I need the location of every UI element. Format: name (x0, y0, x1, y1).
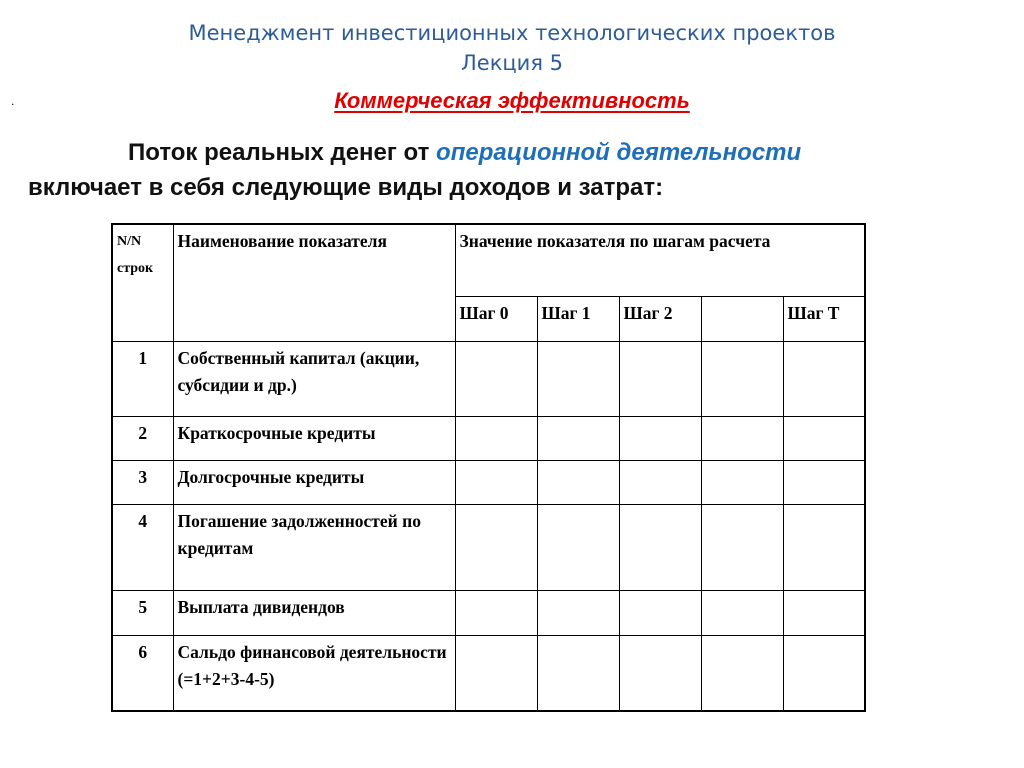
value-cell (701, 416, 783, 460)
value-cell (783, 504, 865, 590)
row-number: 1 (112, 341, 173, 416)
value-cell (537, 635, 619, 711)
value-cell (537, 341, 619, 416)
value-cell (619, 341, 701, 416)
bullet-marker: . (11, 94, 15, 108)
slide-header (0, 18, 1024, 78)
value-cell (537, 590, 619, 635)
header-step-blank (701, 296, 783, 341)
row-label: Краткосрочные кредиты (173, 416, 455, 460)
value-cell (619, 416, 701, 460)
value-cell (701, 460, 783, 504)
header-row-number: N/N строк (112, 224, 173, 341)
value-cell (619, 504, 701, 590)
row-number: 2 (112, 416, 173, 460)
value-cell (619, 635, 701, 711)
header-indicator-name: Наименование показателя (173, 224, 455, 341)
slide-subtitle: Коммерческая эффективность (334, 88, 690, 113)
row-label: Долгосрочные кредиты (173, 460, 455, 504)
row-label: Сальдо финансовой деятельности (=1+2+3-4-5) (173, 635, 455, 711)
header-step-0: Шаг 0 (455, 296, 537, 341)
row-label: Выплата дивидендов (173, 590, 455, 635)
table-row (112, 341, 865, 416)
value-cell (455, 341, 537, 416)
row-number: 3 (112, 460, 173, 504)
value-cell (455, 590, 537, 635)
value-cell (783, 635, 865, 711)
intro-text-1: Поток реальных денег от (128, 139, 437, 166)
value-cell (455, 416, 537, 460)
row-number: 6 (112, 635, 173, 711)
table-row (112, 416, 865, 460)
lecture-number: Лекция 5 (460, 51, 563, 75)
header-step-2: Шаг 2 (619, 296, 701, 341)
value-cell (619, 460, 701, 504)
row-label: Собственный капитал (акции, субсидии и др.) (173, 341, 455, 416)
value-cell (783, 590, 865, 635)
value-cell (537, 460, 619, 504)
header-step-1: Шаг 1 (537, 296, 619, 341)
table-row (112, 635, 865, 711)
course-title: Менеджмент инвестиционных технологических проектов (188, 21, 836, 45)
row-label: Погашение задолженностей по кредитам (173, 504, 455, 590)
row-number: 5 (112, 590, 173, 635)
value-cell (455, 504, 537, 590)
cash-flow-table (111, 223, 866, 712)
value-cell (619, 590, 701, 635)
value-cell (455, 460, 537, 504)
value-cell (537, 504, 619, 590)
value-cell (783, 416, 865, 460)
value-cell (537, 416, 619, 460)
intro-line-1 (28, 135, 1008, 170)
table-row (112, 504, 865, 590)
value-cell (783, 460, 865, 504)
table-header-row (112, 224, 865, 296)
value-cell (701, 341, 783, 416)
table-row (112, 590, 865, 635)
value-cell (701, 504, 783, 590)
header-step-values: Значение показателя по шагам расчета (455, 224, 865, 296)
value-cell (455, 635, 537, 711)
intro-paragraph (28, 135, 1008, 205)
value-cell (701, 590, 783, 635)
intro-highlight: операционной деятельности (436, 139, 802, 166)
value-cell (783, 341, 865, 416)
intro-text-2: включает в себя следующие виды доходов и затрат: (28, 174, 664, 201)
value-cell (701, 635, 783, 711)
table-row (112, 460, 865, 504)
header-step-t: Шаг Т (783, 296, 865, 341)
row-number: 4 (112, 504, 173, 590)
